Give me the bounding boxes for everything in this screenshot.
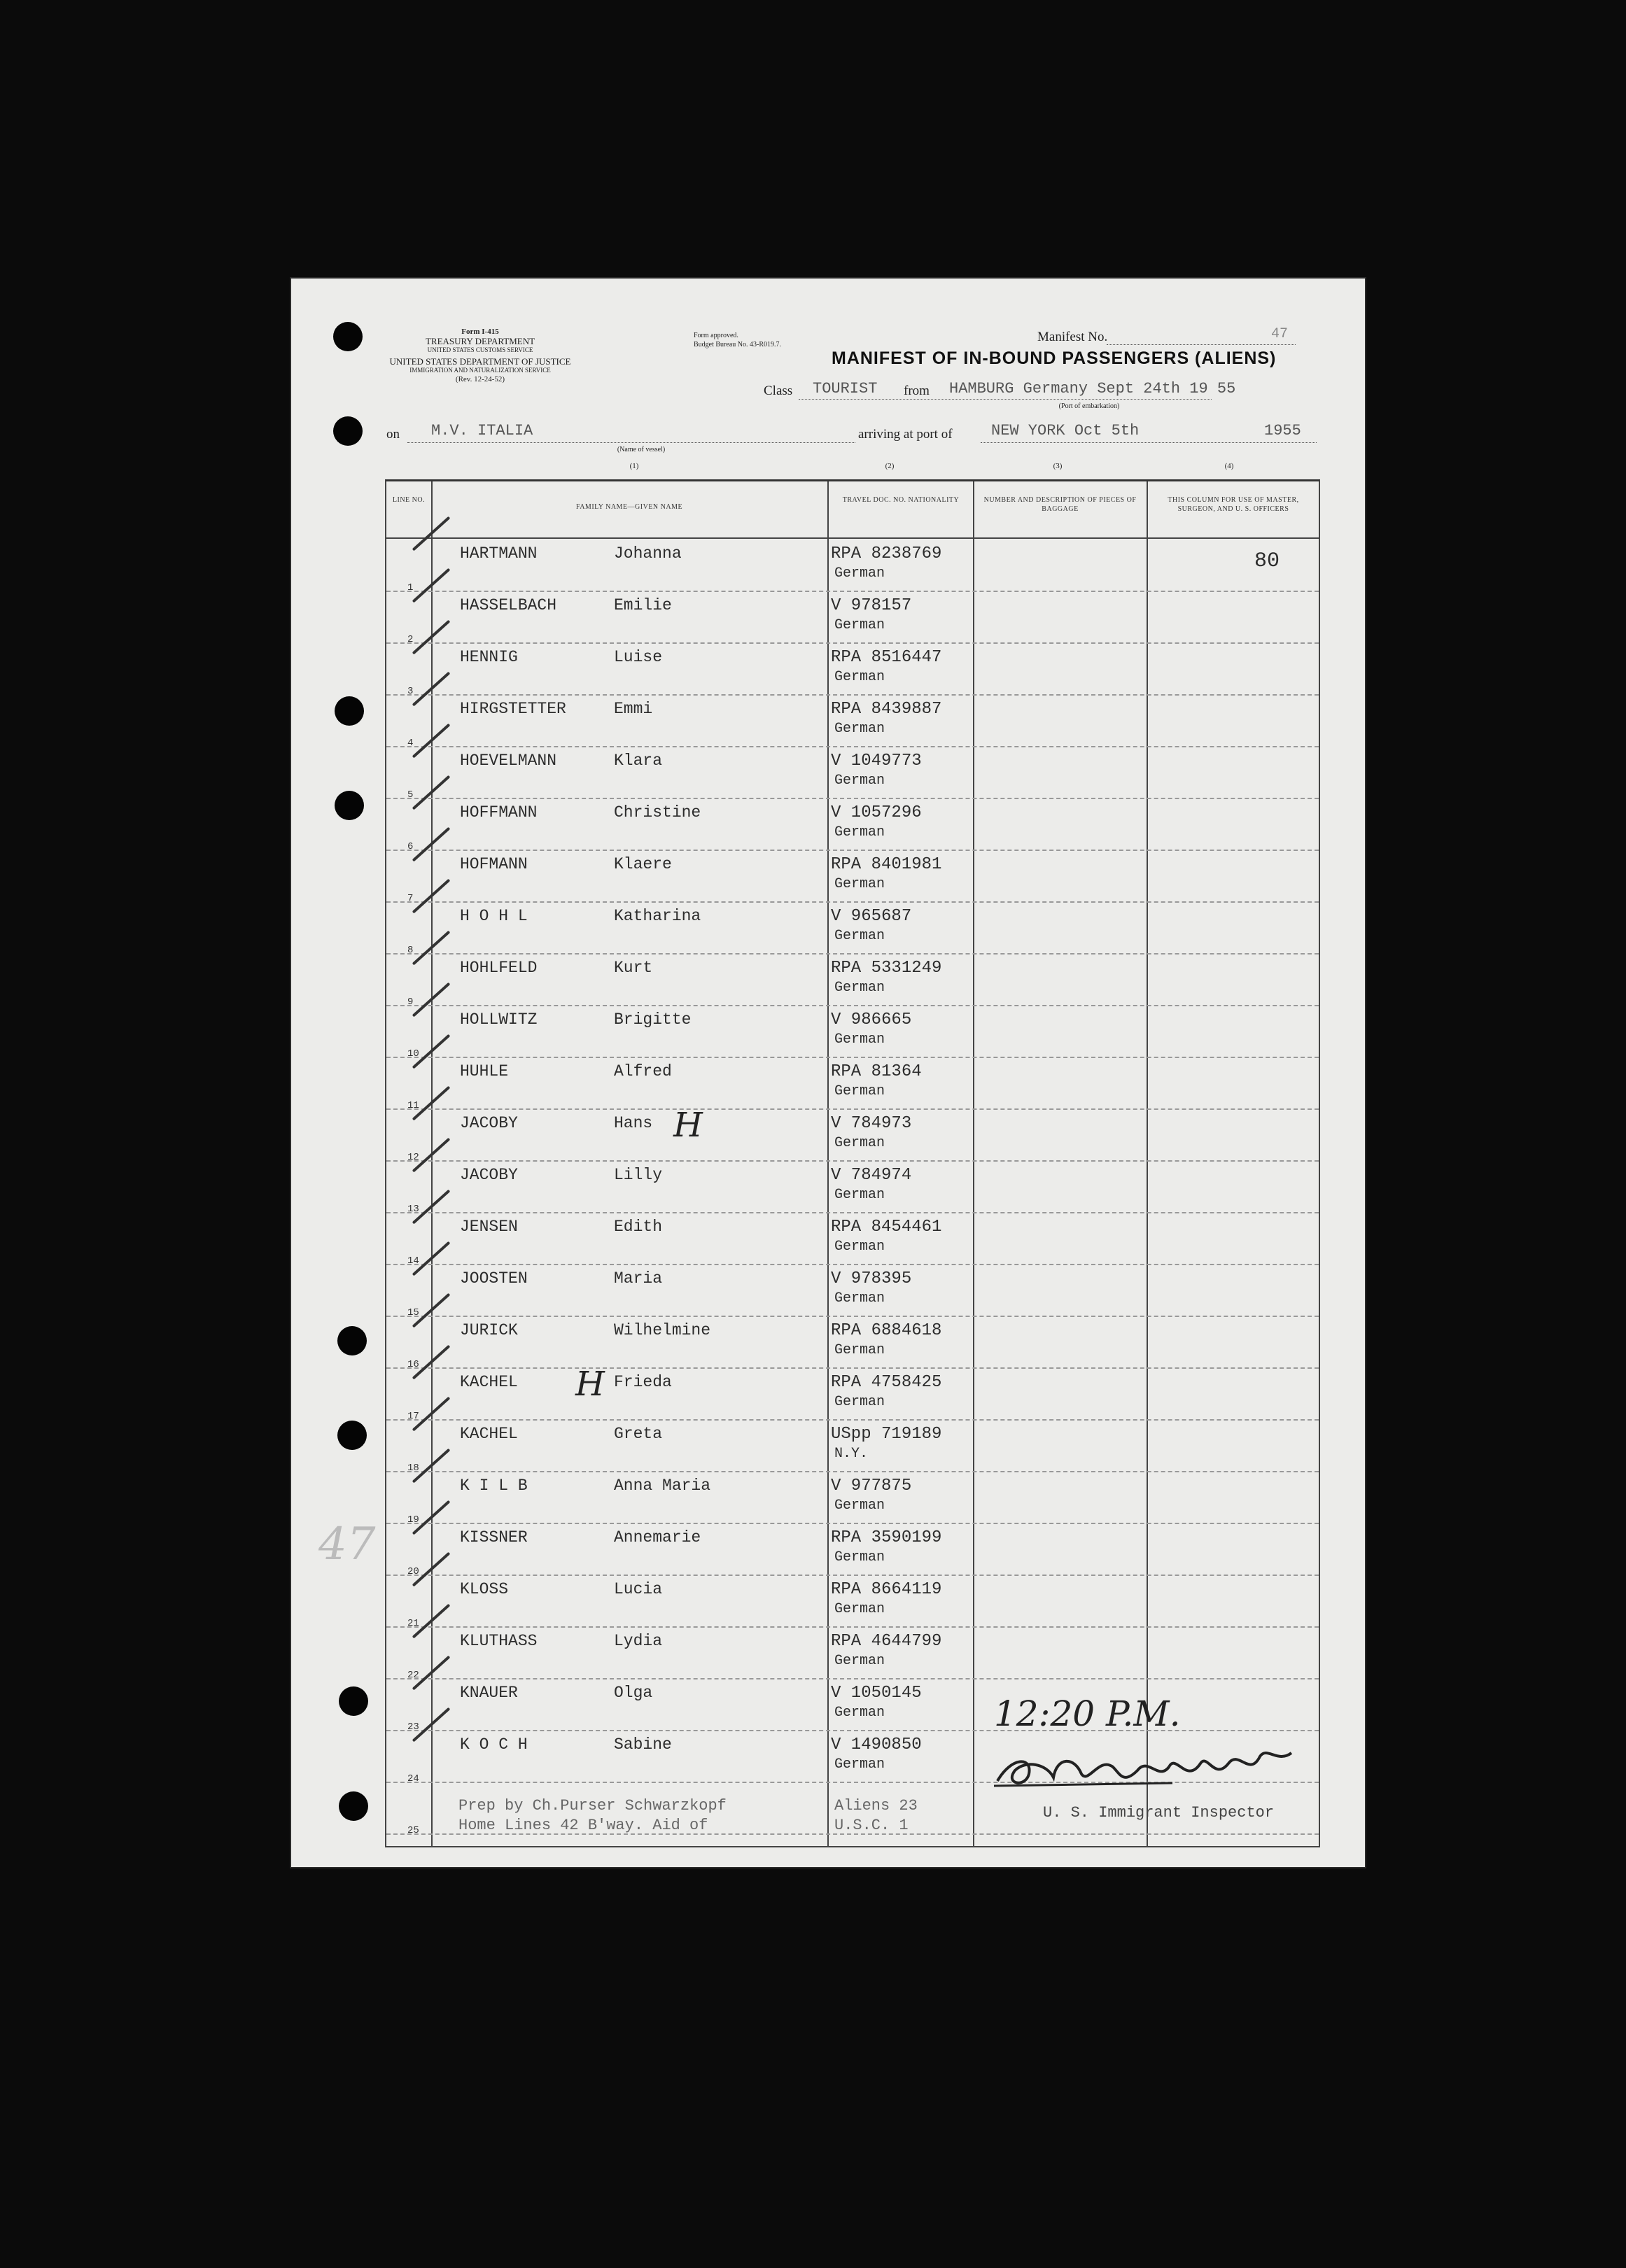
- margin-handwritten-number: 47: [318, 1519, 376, 1570]
- given-name: Annemarie: [614, 1528, 701, 1547]
- nationality: German: [834, 1290, 885, 1306]
- family-name: KISSNER: [460, 1528, 528, 1547]
- travel-doc-number: RPA 4758425: [831, 1373, 942, 1392]
- col-header-line: LINE NO.: [392, 496, 426, 504]
- family-name: K O C H: [460, 1735, 528, 1754]
- given-name: Sabine: [614, 1735, 672, 1754]
- given-name: Edith: [614, 1218, 663, 1236]
- prep-line-2: Home Lines 42 B'way. Aid of: [458, 1817, 708, 1834]
- table-row: [386, 746, 1319, 799]
- table-row: [386, 539, 1319, 592]
- class-label: Class: [764, 383, 793, 398]
- column-number-3: (3): [1053, 462, 1063, 470]
- manifest-no-label: Manifest No.: [1037, 330, 1108, 344]
- line-number: 10: [407, 1048, 419, 1059]
- table-row: [386, 1057, 1319, 1110]
- page-title: MANIFEST OF IN-BOUND PASSENGERS (ALIENS): [832, 348, 1277, 368]
- given-name: Brigitte: [614, 1010, 692, 1029]
- table-row: [386, 798, 1319, 851]
- family-name: HENNIG: [460, 648, 518, 666]
- official-reference: 80: [1254, 549, 1280, 573]
- line-number: 1: [407, 582, 414, 593]
- line-number: 13: [407, 1204, 419, 1215]
- nationality: N.Y.: [834, 1446, 869, 1462]
- table-row: [386, 953, 1319, 1006]
- col-header-name: FAMILY NAME—GIVEN NAME: [575, 503, 683, 511]
- line-number: 11: [407, 1100, 419, 1111]
- from-value: HAMBURG Germany Sept 24th 19 55: [949, 380, 1236, 397]
- given-name: Hans: [614, 1114, 653, 1132]
- given-name: Frieda: [614, 1373, 672, 1391]
- travel-doc-number: V 1049773: [831, 752, 922, 770]
- inspector-label: U. S. Immigrant Inspector: [1043, 1804, 1275, 1822]
- given-name: Klaere: [614, 855, 672, 873]
- family-name: HUHLE: [460, 1062, 509, 1080]
- nationality: German: [834, 980, 885, 996]
- table-row: [386, 1005, 1319, 1058]
- given-name: Emilie: [614, 596, 672, 614]
- on-label: on: [386, 427, 400, 442]
- given-name: Johanna: [614, 544, 682, 563]
- travel-doc-number: V 977875: [831, 1477, 912, 1495]
- binder-hole: [333, 416, 363, 446]
- vessel-note: (Name of vessel): [617, 446, 666, 453]
- given-name: Lydia: [614, 1632, 663, 1650]
- family-name: JOOSTEN: [460, 1269, 528, 1288]
- family-name: KACHEL: [460, 1373, 518, 1391]
- line-number: 23: [407, 1721, 419, 1733]
- binder-hole: [335, 696, 364, 726]
- nationality: German: [834, 1756, 885, 1773]
- line-number: 9: [407, 996, 414, 1008]
- travel-doc-number: RPA 3590199: [831, 1528, 942, 1547]
- given-name: Olga: [614, 1684, 653, 1702]
- line-number: 18: [407, 1463, 419, 1474]
- line-number: 15: [407, 1307, 419, 1318]
- family-name: KNAUER: [460, 1684, 518, 1702]
- table-row: [386, 1316, 1319, 1369]
- family-name: HIRGSTETTER: [460, 700, 566, 718]
- table-row: [386, 1108, 1319, 1162]
- nationality: German: [834, 721, 885, 737]
- family-name: HOEVELMANN: [460, 752, 557, 770]
- nationality: German: [834, 1239, 885, 1255]
- travel-doc-number: V 978157: [831, 596, 912, 615]
- column-number-4: (4): [1224, 462, 1234, 470]
- col-header-baggage: NUMBER AND DESCRIPTION OF PIECES OF BAGGAGE: [983, 496, 1137, 513]
- family-name: HARTMANN: [460, 544, 538, 563]
- arriving-label: arriving at port of: [858, 427, 953, 442]
- given-name: Lilly: [614, 1166, 663, 1184]
- line-number: 21: [407, 1618, 419, 1629]
- nationality: German: [834, 1187, 885, 1203]
- table-row: [386, 850, 1319, 903]
- travel-doc-number: RPA 6884618: [831, 1321, 942, 1340]
- travel-doc-number: V 1057296: [831, 803, 922, 822]
- given-name: Christine: [614, 803, 701, 822]
- given-name: Lucia: [614, 1580, 663, 1598]
- given-name: Luise: [614, 648, 663, 666]
- line-number: 22: [407, 1670, 419, 1681]
- nationality: German: [834, 773, 885, 789]
- line-number: 8: [407, 945, 414, 956]
- given-name: Greta: [614, 1425, 663, 1443]
- binder-hole: [337, 1326, 367, 1355]
- nationality: German: [834, 565, 885, 582]
- line-number: 14: [407, 1255, 419, 1267]
- binder-hole: [337, 1421, 367, 1450]
- line-number: 4: [407, 738, 414, 749]
- form-approval: [694, 331, 820, 349]
- family-name: JACOBY: [460, 1166, 518, 1184]
- justice-dept: UNITED STATES DEPARTMENT OF JUSTICE: [389, 356, 571, 367]
- travel-doc-number: USpp 719189: [831, 1425, 942, 1444]
- family-name: HOLLWITZ: [460, 1010, 538, 1029]
- travel-doc-number: RPA 4644799: [831, 1632, 942, 1651]
- nationality: German: [834, 1549, 885, 1565]
- nationality: German: [834, 928, 885, 944]
- line-number: 3: [407, 686, 414, 697]
- travel-doc-number: RPA 8516447: [831, 648, 942, 667]
- given-name: Klara: [614, 752, 663, 770]
- nationality: German: [834, 1031, 885, 1048]
- nationality: German: [834, 1083, 885, 1099]
- table-row: [386, 642, 1319, 696]
- family-name: HOFMANN: [460, 855, 528, 873]
- nationality: German: [834, 1135, 885, 1151]
- family-name: HOFFMANN: [460, 803, 538, 822]
- binder-hole: [333, 322, 363, 351]
- family-name: K I L B: [460, 1477, 528, 1495]
- table-row: [386, 1419, 1319, 1472]
- travel-doc-number: RPA 8454461: [831, 1218, 942, 1237]
- prep-line-1: Prep by Ch.Purser Schwarzkopf: [458, 1797, 727, 1815]
- family-name: KLOSS: [460, 1580, 509, 1598]
- table-row: [386, 591, 1319, 644]
- form-revision: (Rev. 12-24-52): [455, 375, 505, 383]
- arrival-value: NEW YORK Oct 5th: [991, 422, 1140, 439]
- table-row: [386, 1626, 1319, 1679]
- family-name: H O H L: [460, 907, 528, 925]
- table-row: [386, 1523, 1319, 1576]
- nationality: German: [834, 669, 885, 685]
- table-row: [386, 1160, 1319, 1213]
- table-row: [386, 1212, 1319, 1265]
- handwritten-mark: H: [575, 1365, 605, 1404]
- travel-doc-number: RPA 8664119: [831, 1580, 942, 1599]
- family-name: KACHEL: [460, 1425, 518, 1443]
- travel-doc-number: V 965687: [831, 907, 912, 926]
- table-row: [386, 1367, 1319, 1421]
- given-name: Katharina: [614, 907, 701, 925]
- form-number: Form I-415: [461, 327, 499, 336]
- line-number: 6: [407, 841, 414, 852]
- travel-doc-number: V 1490850: [831, 1735, 922, 1754]
- port-embarkation-note: (Port of embarkation): [1058, 402, 1120, 410]
- table-row: [386, 1575, 1319, 1628]
- line-number: 24: [407, 1773, 419, 1784]
- travel-doc-number: RPA 81364: [831, 1062, 922, 1081]
- inspector-signature: [990, 1742, 1298, 1795]
- nationality: German: [834, 1498, 885, 1514]
- travel-doc-number: V 784973: [831, 1114, 912, 1133]
- treasury-dept: TREASURY DEPARTMENT: [425, 336, 535, 346]
- class-value: TOURIST: [813, 380, 878, 397]
- family-name: JURICK: [460, 1321, 518, 1339]
- usc-count: U.S.C. 1: [834, 1817, 909, 1834]
- vessel-value: M.V. ITALIA: [431, 422, 533, 439]
- given-name: Emmi: [614, 700, 653, 718]
- nationality: German: [834, 876, 885, 892]
- inspection-time-note: 12:20 P.M.: [994, 1693, 1181, 1734]
- family-name: JENSEN: [460, 1218, 518, 1236]
- approval-line1: Form approved.: [694, 332, 738, 339]
- travel-doc-number: RPA 8401981: [831, 855, 942, 874]
- column-number-1: (1): [629, 462, 639, 470]
- line-number: 20: [407, 1566, 419, 1577]
- binder-hole: [335, 791, 364, 820]
- line-number: 12: [407, 1152, 419, 1163]
- line-number: 19: [407, 1514, 419, 1526]
- nationality: German: [834, 1394, 885, 1410]
- travel-doc-number: V 784974: [831, 1166, 912, 1185]
- given-name: Anna Maria: [614, 1477, 711, 1495]
- approval-line2: Budget Bureau No. 43-R019.7.: [694, 341, 781, 348]
- table-row: [386, 694, 1319, 747]
- family-name: KLUTHASS: [460, 1632, 538, 1650]
- family-name: JACOBY: [460, 1114, 518, 1132]
- nationality: German: [834, 1653, 885, 1669]
- travel-doc-number: V 986665: [831, 1010, 912, 1029]
- line-number: 17: [407, 1411, 419, 1422]
- nationality: German: [834, 1342, 885, 1358]
- table-row: [386, 1264, 1319, 1317]
- family-name: HOHLFELD: [460, 959, 538, 977]
- binder-hole: [339, 1791, 368, 1821]
- line-number: 5: [407, 789, 414, 801]
- form-header-left: [375, 327, 585, 384]
- line-number: 2: [407, 634, 414, 645]
- travel-doc-number: RPA 5331249: [831, 959, 942, 978]
- passenger-table: [385, 479, 1320, 1847]
- nationality: German: [834, 617, 885, 633]
- line-number: 16: [407, 1359, 419, 1370]
- nationality: German: [834, 1705, 885, 1721]
- handwritten-mark: H: [673, 1106, 703, 1145]
- given-name: Wilhelmine: [614, 1321, 711, 1339]
- travel-doc-number: RPA 8439887: [831, 700, 942, 719]
- binder-hole: [339, 1686, 368, 1716]
- travel-doc-number: RPA 8238769: [831, 544, 942, 563]
- line-number: 25: [407, 1825, 419, 1836]
- table-row: [386, 901, 1319, 955]
- arrival-year: 1955: [1264, 422, 1301, 439]
- given-name: Kurt: [614, 959, 653, 977]
- ins-service: IMMIGRATION AND NATURALIZATION SERVICE: [409, 367, 551, 374]
- table-row: [386, 1471, 1319, 1524]
- travel-doc-number: V 978395: [831, 1269, 912, 1288]
- line-number: 7: [407, 893, 414, 904]
- col-header-officers: THIS COLUMN FOR USE OF MASTER, SURGEON, AND U. S. OFFICERS: [1168, 496, 1299, 513]
- travel-doc-number: V 1050145: [831, 1684, 922, 1703]
- given-name: Alfred: [614, 1062, 672, 1080]
- manifest-no-value: 47: [1271, 326, 1289, 342]
- from-label: from: [904, 383, 930, 398]
- customs-service: UNITED STATES CUSTOMS SERVICE: [427, 346, 533, 353]
- given-name: Maria: [614, 1269, 663, 1288]
- col-header-doc: TRAVEL DOC. NO. NATIONALITY: [842, 496, 960, 504]
- column-number-2: (2): [885, 462, 895, 470]
- aliens-count: Aliens 23: [834, 1797, 918, 1815]
- nationality: German: [834, 824, 885, 840]
- family-name: HASSELBACH: [460, 596, 557, 614]
- nationality: German: [834, 1601, 885, 1617]
